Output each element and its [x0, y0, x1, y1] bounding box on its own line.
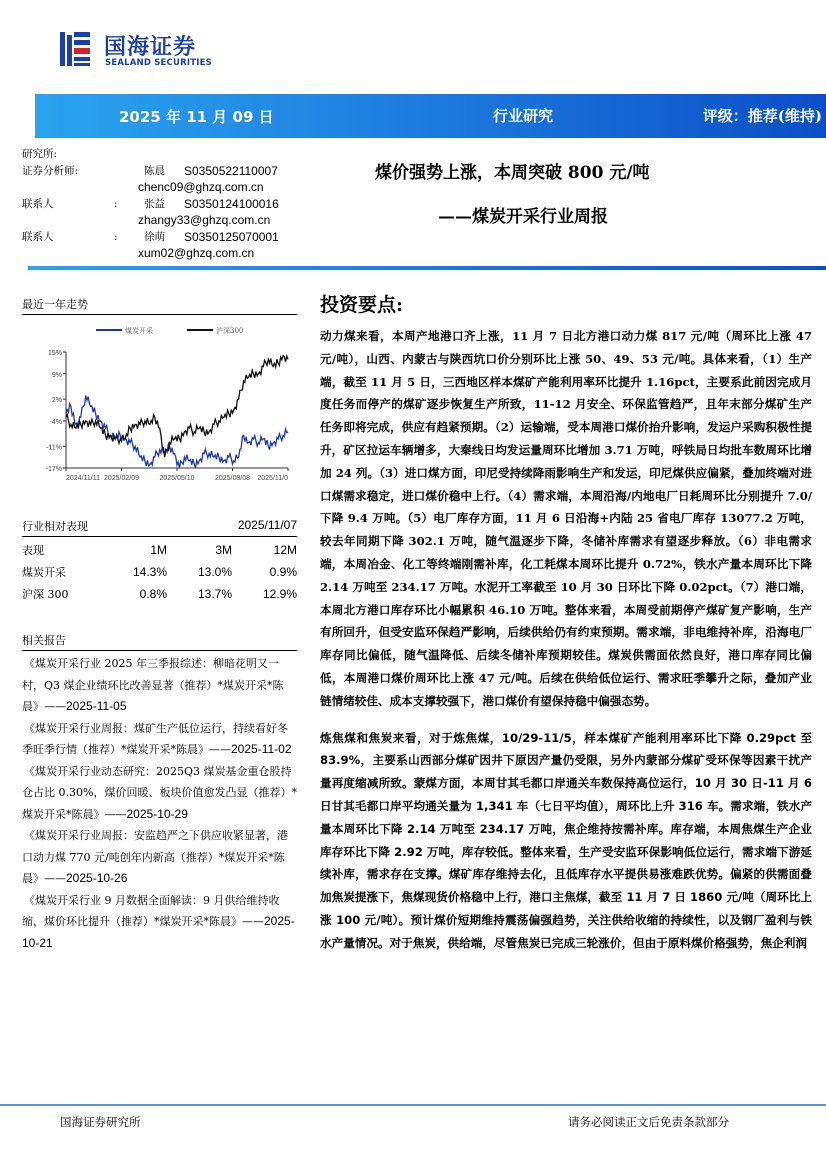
analyst-row — [22, 163, 279, 180]
contact-role: 联系人 — [22, 197, 54, 210]
footer-divider — [0, 1104, 826, 1106]
performance-title: 行业相对表现 — [22, 520, 88, 533]
header-divider — [28, 266, 826, 270]
table-cell: 0.9% — [269, 565, 297, 579]
report-type: 行业研究 — [493, 107, 554, 125]
analyst-license: S0350522110007 — [184, 163, 278, 178]
report-date: 2025-10-29 — [126, 806, 188, 821]
analyst-colon — [114, 163, 144, 180]
report-date: 2025-10-26 — [66, 871, 128, 885]
report-link-text[interactable]: 《煤炭开采行业 9 月数据全面解读：9 月供给维持收缩，煤价环比提升（推荐）*煤炭开采*陈晨》—— — [22, 893, 280, 928]
x-tick-label: 2025/02/09 — [103, 475, 140, 482]
table-cell: 0.8% — [139, 587, 167, 601]
chart-legend — [96, 326, 243, 335]
rating: 评级：推荐(维持) — [702, 107, 822, 125]
series-line-coal-mining — [66, 396, 288, 469]
y-tick-label: -11% — [46, 444, 62, 452]
analyst-info — [22, 146, 279, 262]
y-tick-label: 15% — [47, 350, 62, 357]
table-row — [22, 561, 297, 583]
investment-title: 投资要点: — [320, 294, 404, 316]
y-tick-label: -17% — [45, 466, 62, 473]
contact-email[interactable]: xum02@ghzq.com.cn — [138, 246, 255, 260]
report-link-text[interactable]: 《煤炭开采行业周报：安监趋严之下供应收紧显著，港口动力煤 770 元/吨创年内新高（推荐）*煤炭开采*陈晨》—— — [22, 829, 288, 885]
performance-divider — [22, 536, 297, 537]
footer-institute: 国海证券研究所 — [60, 1115, 141, 1129]
contact-colon: : — [114, 197, 118, 210]
table-cell: 13.7% — [197, 587, 232, 601]
report-link[interactable] — [22, 718, 297, 761]
x-tick-label: 2025/08/08 — [214, 475, 251, 482]
logo-chinese-name: 国海证券 — [104, 35, 197, 60]
contact-role: 联系人 — [22, 230, 54, 243]
column-header: 1M — [150, 543, 167, 557]
coking-coal-paragraph: 炼焦煤和焦炭来看，对于炼焦煤，10/29-11/5，样本煤矿产能利用率环比下降 0.29pct 至 83.9%，主要系山西部分煤矿因井下原因产量仍受限，另外内蒙部分煤矿受环保等因素干扰产量再度缩减所致。蒙煤方面，本周甘其毛都口岸通关车数保持高位运行，10 月 30 日-11 月 6 日甘其毛都口岸平均通关量为 1,341 车（七日平均值），周环比上升 316 车。需求端，铁水产量本周环比下降 2.14 万吨至 234.17 万吨，焦企维持按需补库。库存端，本周焦煤生产企业库存环比下降 2.92 万吨，库存较低。整体来看，生产受安监环保影响低位运行，需求端下游延续补库，需求存在支撑。煤矿库存维持去化，且低库存水平提供易涨难跌优势。偏紧的供需面叠加焦炭提涨下，焦煤现货价格稳中上行，港口主焦煤，截至 11 月 7 日 1860 元/吨（周环比上涨 100 元/吨）。预计煤价短期维持震荡偏强趋势，关注供给收缩的持续性，以及钢厂盈利与铁水产量情况。对于焦炭，供给端，尽管焦炭已完成三轮涨价，但由于原料煤价格强势，焦企利润 — [320, 730, 812, 950]
y-tick-label: 9% — [51, 371, 62, 379]
related-reports-divider — [22, 650, 297, 651]
sealand-logo-icon — [60, 32, 90, 66]
footer-disclaimer: 请务必阅读正文后免责条款部分 — [568, 1115, 729, 1129]
institute-label: 研究所: — [22, 148, 58, 160]
column-header: 12M — [273, 543, 297, 557]
report-date: 2025-10-21 — [22, 914, 295, 950]
legend-label-hs300: 沪深300 — [216, 327, 244, 335]
thermal-coal-paragraph: 动力煤来看，本周产地港口齐上涨，11 月 7 日北方港口动力煤 817 元/吨（周环比上涨 47 元/吨），山西、内蒙古与陕西坑口价分别环比上涨 50、49、53 元/吨。具体来看，（1）生产端，截至 11 月 5 日，三西地区样本煤矿产能利用率环比提升 1.16pct，主要系此前因完成月度任务而停产的煤矿逐步恢复生产所致，11-12 月安全、环保监管趋严，且年末部分煤矿生产任务即将完成，供应有趋紧预期。（2）运输端，受本周港口煤价抬升影响，发运户采购积极性提升，矿区拉运车辆增多，大秦线日均发运量周环比增加 3.71 万吨，呼铁局日均批车数周环比增加 24 列。（3）进口煤方面，印尼受持续降雨影响生产和发运，印尼煤供应偏紧，叠加终端对进口煤需求稳定，进口煤价稳中上行。（4）需求端，本周沿海/内地电厂日耗周环比分别提升 7.0/下降 9.4 万吨。（5）电厂库存方面，11 月 6 日沿海+内陆 25 省电厂库存 13077.2 万吨，较去年同期下降 302.1 万吨，随气温逐步下降，冬储补库需求有望逐步释放。（6）非电需求端，本周冶金、化工等终端刚需补库，化工耗煤本周环比提升 0.72%，铁水产量本周环比下降 2.14 万吨至 234.17 万吨。水泥开工率截至 10 月 30 日环比下降 0.02pct。（7）港口端，本周北方港口库存环比小幅累积 46.10 万吨。整体来看，本周受前期停产煤矿复产影响，生产有所回升，但受安监环保趋严影响，后续供给仍有约束预期。需求端，非电维持补库，沿海电厂库存同比偏低，随气温降低、后续冬储补库预期较佳。煤炭供需面依然良好，港口库存同比偏低，本周港口煤价周环比上涨 47 元/吨。后续在供给低位运行、需求旺季攀升之际，叠加产业链情绪较佳、成本支撑较强下，港口煤价有望保持稳中偏强态势。 — [320, 329, 812, 708]
report-link[interactable] — [22, 825, 297, 890]
y-tick-label: -4% — [49, 418, 62, 426]
table-cell: 13.0% — [197, 565, 232, 579]
contact-email[interactable]: zhangy33@ghzq.com.cn — [138, 213, 271, 227]
report-link[interactable] — [22, 653, 297, 718]
report-link-text[interactable]: 《煤炭开采行业动态研究：2025Q3 煤炭基金重仓股持仓占比 0.30%，煤价回暖、板块价值愈发凸显（推荐）*煤炭开采*陈晨》—— — [22, 764, 297, 821]
report-subtitle: ——煤炭开采行业周报 — [438, 207, 608, 227]
table-cell: 14.3% — [132, 565, 167, 579]
x-tick-label: 2025/11/0 — [257, 475, 288, 482]
trend-chart — [40, 318, 292, 483]
table-cell: 沪深 300 — [22, 588, 69, 601]
y-tick-label: 2% — [51, 397, 62, 405]
investment-highlights — [320, 290, 812, 955]
analyst-role: 证券分析师: — [22, 164, 79, 177]
related-reports-title: 相关报告 — [22, 634, 66, 647]
table-cell: 煤炭开采 — [22, 566, 66, 579]
trend-chart-svg — [40, 318, 292, 483]
contact-name: 徐萌 — [144, 230, 165, 243]
table-cell: 12.9% — [262, 587, 297, 601]
report-link-text[interactable]: 《煤炭开采行业周报：煤矿生产低位运行，持续看好冬季旺季行情（推荐）*煤炭开采*陈晨》—— — [22, 721, 288, 756]
report-link[interactable] — [22, 761, 297, 826]
contact-row — [22, 229, 279, 246]
analyst-email[interactable]: chenc09@ghzq.com.cn — [138, 180, 264, 194]
table-row — [22, 583, 297, 605]
report-date: 2025 年 11 月 09 日 — [119, 108, 274, 126]
trend-section-title: 最近一年走势 — [22, 298, 88, 311]
series-line-hs300 — [66, 356, 288, 458]
logo-english-name: SEALAND SECURITIES — [105, 58, 212, 68]
related-reports — [22, 632, 297, 954]
header-band — [35, 94, 826, 138]
performance-date: 2025/11/07 — [237, 518, 297, 532]
report-link[interactable] — [22, 890, 297, 955]
analyst-name: 陈晨 — [144, 164, 165, 177]
x-tick-label: 2024/11/11 — [66, 475, 100, 482]
contact-row — [22, 196, 279, 213]
report-date: 2025-11-05 — [66, 699, 127, 713]
column-header: 3M — [215, 543, 232, 557]
column-header: 表现 — [22, 544, 44, 557]
company-logo — [60, 30, 220, 70]
trend-divider — [22, 314, 297, 315]
x-tick-label: 2025/05/10 — [159, 475, 195, 482]
report-date: 2025-11-02 — [231, 742, 292, 756]
table-header-row — [22, 539, 297, 561]
contact-license: S0350124100016 — [184, 196, 279, 211]
report-title: 煤价强势上涨，本周突破 800 元/吨 — [375, 163, 650, 183]
contact-colon: : — [114, 230, 118, 243]
contact-name: 张益 — [144, 197, 165, 210]
report-link-text[interactable]: 《煤炭开采行业 2025 年三季报综述：柳暗花明又一村，Q3 煤企业绩环比改善显著（推荐）*煤炭开采*陈晨》—— — [22, 657, 284, 713]
contact-license: S0350125070001 — [184, 229, 279, 244]
relative-performance-table — [22, 518, 297, 605]
legend-label-coal: 煤炭开采 — [125, 327, 153, 335]
